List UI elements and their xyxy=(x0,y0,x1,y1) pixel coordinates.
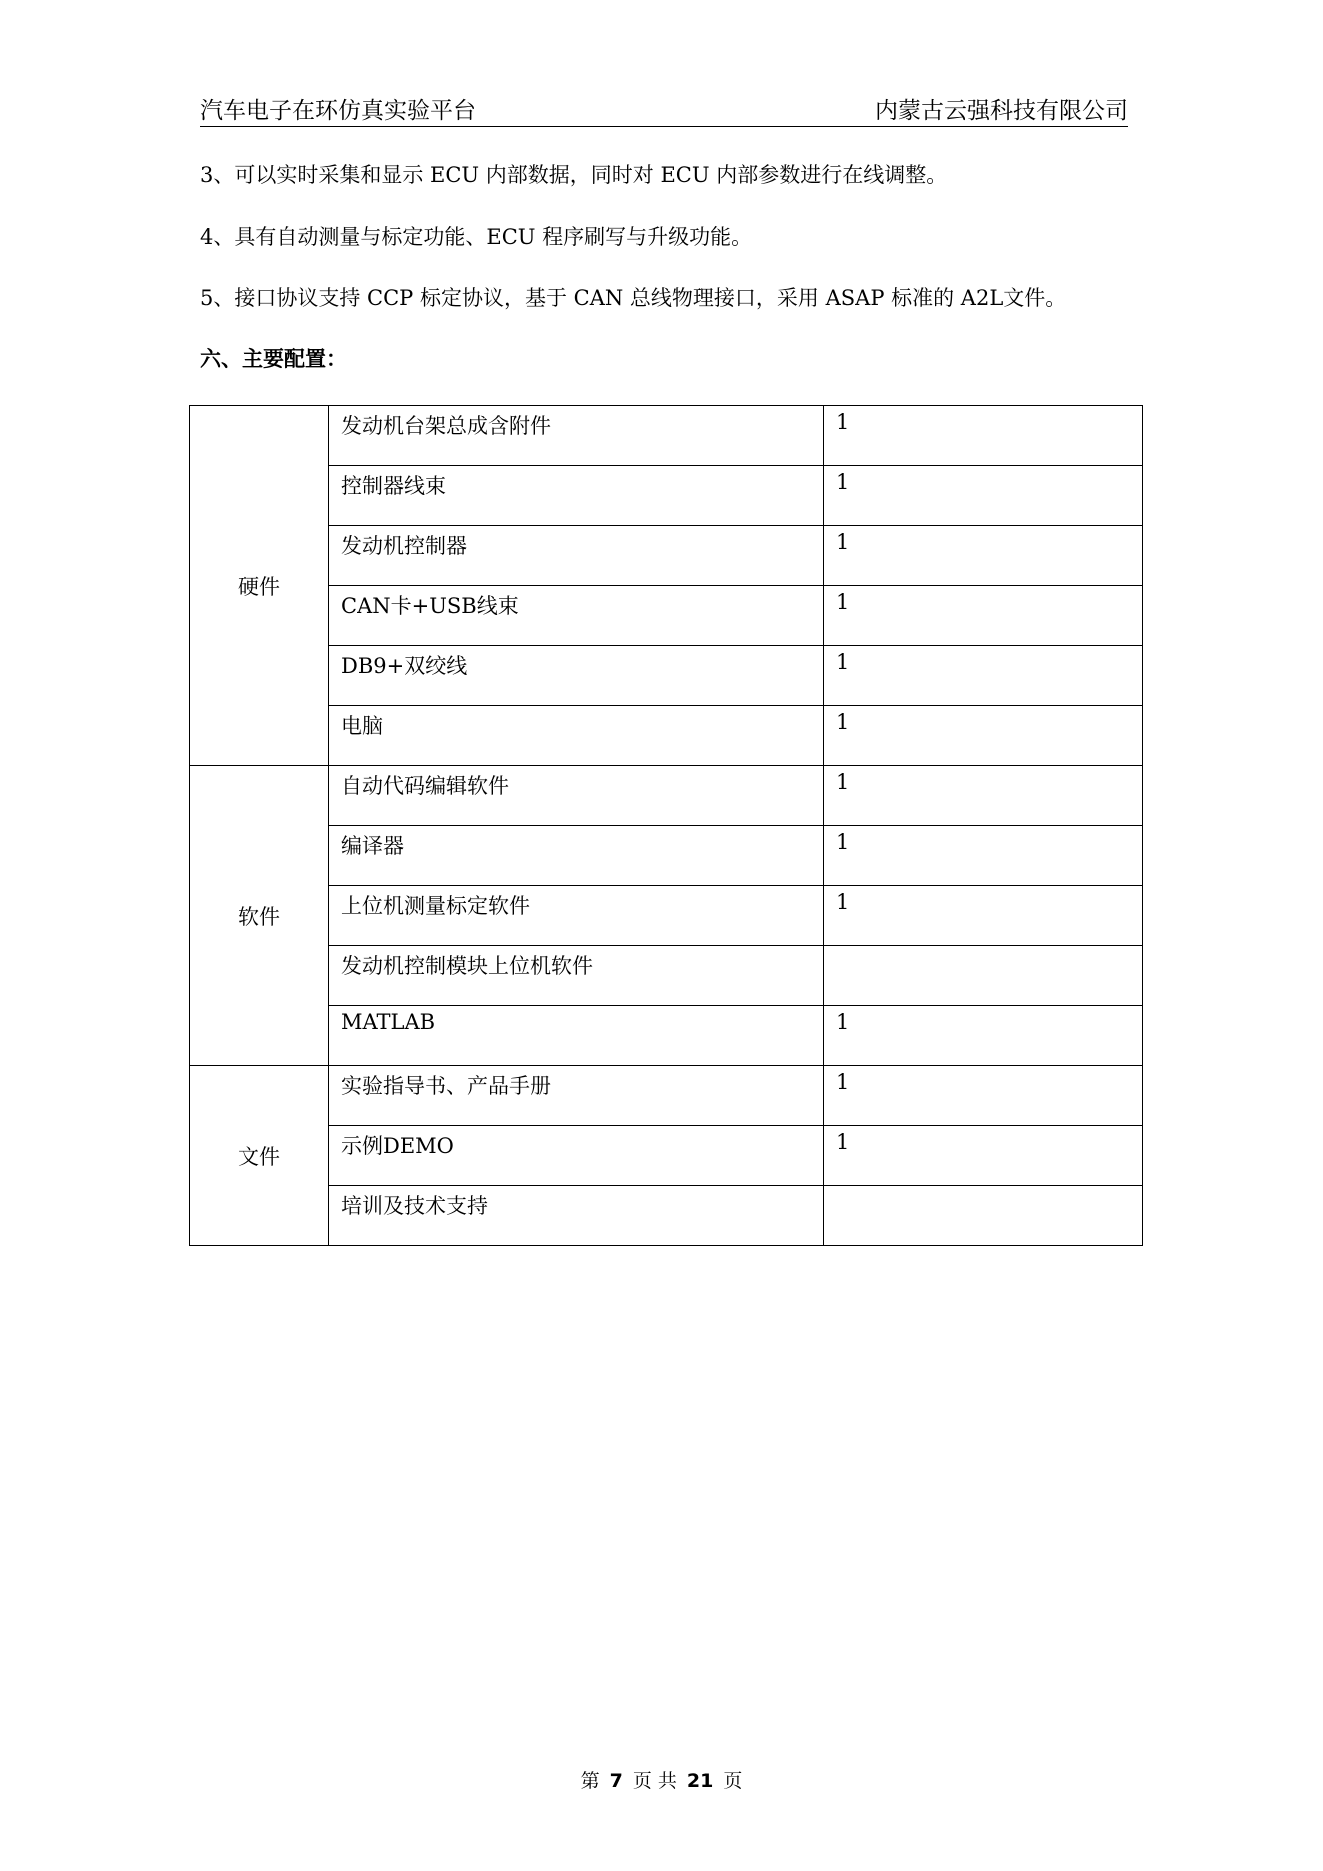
item-cell: 编译器 xyxy=(329,826,824,886)
paragraph-item-4: 4、具有自动测量与标定功能、ECU 程序刷写与升级功能。 xyxy=(200,225,753,249)
page-footer xyxy=(0,1768,1323,1794)
item-cell: MATLAB xyxy=(329,1006,824,1066)
quantity-cell: 1 xyxy=(824,1126,1143,1186)
header-document-title: 汽车电子在环仿真实验平台 xyxy=(200,98,476,124)
quantity-cell: 1 xyxy=(824,826,1143,886)
item-cell: 上位机测量标定软件 xyxy=(329,886,824,946)
table-row xyxy=(190,946,1143,1006)
quantity-cell: 1 xyxy=(824,766,1143,826)
footer-prefix: 第 xyxy=(580,1770,600,1792)
paragraph-item-3: 3、可以实时采集和显示 ECU 内部数据，同时对 ECU 内部参数进行在线调整。 xyxy=(200,163,948,187)
table-row xyxy=(190,466,1143,526)
quantity-cell: 1 xyxy=(824,466,1143,526)
paragraph-item-5: 5、接口协议支持 CCP 标定协议，基于 CAN 总线物理接口，采用 ASAP 标准的 A2L文件。 xyxy=(200,286,1067,310)
item-cell: 电脑 xyxy=(329,706,824,766)
table-row xyxy=(190,1006,1143,1066)
item-cell: 发动机控制器 xyxy=(329,526,824,586)
quantity-cell: 1 xyxy=(824,886,1143,946)
quantity-cell: 1 xyxy=(824,1006,1143,1066)
footer-mid: 页 共 xyxy=(632,1770,677,1792)
table-row xyxy=(190,886,1143,946)
page-header xyxy=(200,96,1128,127)
table-row xyxy=(190,646,1143,706)
quantity-cell: 1 xyxy=(824,646,1143,706)
table-row xyxy=(190,706,1143,766)
item-cell: 自动代码编辑软件 xyxy=(329,766,824,826)
table-row xyxy=(190,826,1143,886)
footer-total-pages: 21 xyxy=(686,1770,714,1792)
quantity-cell xyxy=(824,946,1143,1006)
table-row xyxy=(190,406,1143,466)
quantity-cell: 1 xyxy=(824,526,1143,586)
table-row xyxy=(190,766,1143,826)
configuration-table xyxy=(189,405,1143,1246)
item-cell: 发动机控制模块上位机软件 xyxy=(329,946,824,1006)
quantity-cell xyxy=(824,1186,1143,1246)
footer-page-number: 7 xyxy=(609,1770,623,1792)
table-row xyxy=(190,1066,1143,1126)
item-cell: 实验指导书、产品手册 xyxy=(329,1066,824,1126)
table-row xyxy=(190,1186,1143,1246)
item-cell: 示例DEMO xyxy=(329,1126,824,1186)
item-cell: 培训及技术支持 xyxy=(329,1186,824,1246)
category-cell: 文件 xyxy=(190,1066,329,1246)
quantity-cell: 1 xyxy=(824,406,1143,466)
category-cell: 硬件 xyxy=(190,406,329,766)
table-row xyxy=(190,526,1143,586)
quantity-cell: 1 xyxy=(824,706,1143,766)
section-title: 六、主要配置： xyxy=(200,346,347,371)
quantity-cell: 1 xyxy=(824,1066,1143,1126)
table-row xyxy=(190,586,1143,646)
quantity-cell: 1 xyxy=(824,586,1143,646)
item-cell: 控制器线束 xyxy=(329,466,824,526)
category-cell: 软件 xyxy=(190,766,329,1066)
footer-suffix: 页 xyxy=(723,1770,743,1792)
item-cell: CAN卡+USB线束 xyxy=(329,586,824,646)
item-cell: 发动机台架总成含附件 xyxy=(329,406,824,466)
table-row xyxy=(190,1126,1143,1186)
item-cell: DB9+双绞线 xyxy=(329,646,824,706)
header-company-name: 内蒙古云强科技有限公司 xyxy=(875,98,1128,124)
